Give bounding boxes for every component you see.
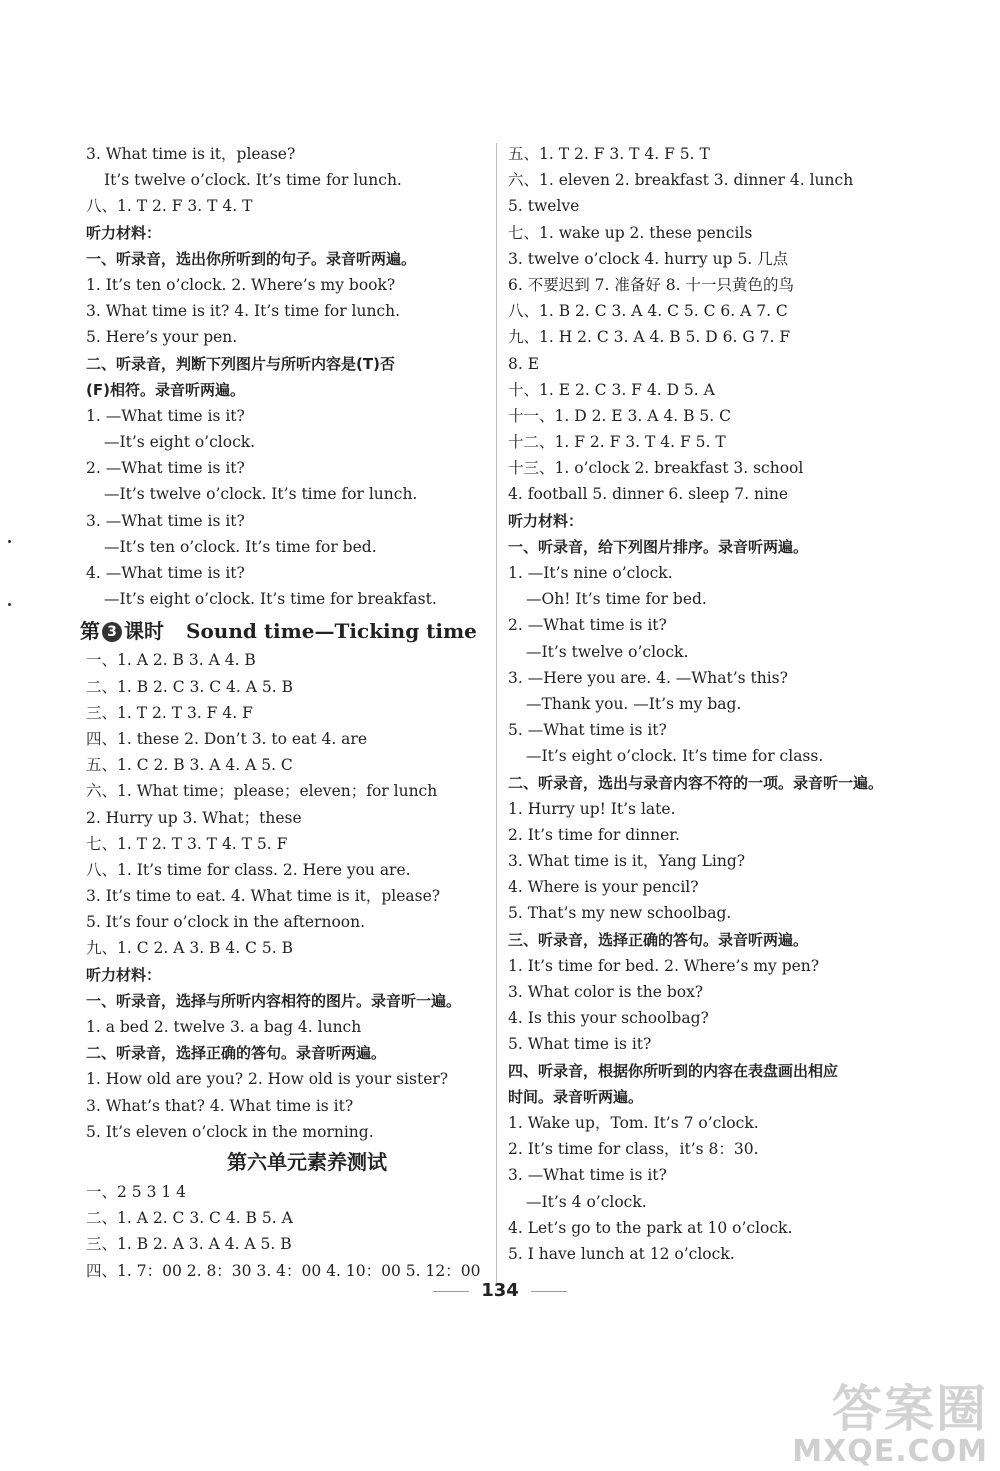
lesson-prefix: 第 bbox=[80, 619, 100, 644]
answer-line: 2. It’s time for class，it’s 8：30. bbox=[508, 1140, 759, 1159]
answer-line: 6. 不要迟到 7. 准备好 8. 十一只黄色的鸟 bbox=[508, 275, 795, 294]
answer-line: —It’s 4 o’clock. bbox=[526, 1192, 647, 1211]
answer-line: 1. —What time is it? bbox=[86, 406, 245, 425]
answer-line: —It’s twelve o’clock. It’s time for lunch. bbox=[104, 485, 418, 504]
answer-line: 八、1. It’s time for class. 2. Here you are. bbox=[86, 860, 411, 879]
answer-line: —It’s eight o’clock. It’s time for class. bbox=[526, 747, 824, 766]
lesson-heading bbox=[80, 614, 488, 648]
answer-line: 五、1. C 2. B 3. A 4. A 5. C bbox=[86, 756, 293, 775]
answer-line: 5. twelve bbox=[508, 197, 580, 216]
answer-line: 4. Is this your schoolbag? bbox=[508, 1009, 709, 1028]
answer-line: 1. It’s ten o’clock. 2. Where’s my book? bbox=[86, 275, 396, 294]
answer-line: 5. That’s my new schoolbag. bbox=[508, 904, 732, 923]
section-heading: 二、听录音，选出与录音内容不符的一项。录音听一遍。 bbox=[508, 773, 884, 792]
section-heading: 一、听录音，给下列图片排序。录音听两遍。 bbox=[508, 537, 809, 556]
column-divider bbox=[496, 143, 497, 1283]
answer-line: 六、1. eleven 2. breakfast 3. dinner 4. lunch bbox=[508, 171, 854, 190]
answer-line: 3. What color is the box? bbox=[508, 983, 704, 1001]
answer-line: 1. Wake up，Tom. It’s 7 o’clock. bbox=[508, 1113, 759, 1132]
answer-line: 5. It’s eleven o’clock in the morning. bbox=[86, 1122, 374, 1141]
answer-line: 三、1. B 2. A 3. A 4. A 5. B bbox=[86, 1235, 292, 1254]
section-heading: 一、听录音，选出你所听到的句子。录音听两遍。 bbox=[86, 249, 417, 268]
section-heading: 二、听录音，判断下列图片与所听内容是(T)否 bbox=[86, 354, 395, 373]
section-heading: 三、听录音，选择正确的答句。录音听两遍。 bbox=[508, 930, 809, 949]
answer-line: 六、1. What time；please；eleven；for lunch bbox=[86, 782, 438, 801]
watermark-url: MXQE.COM bbox=[792, 1434, 988, 1469]
answer-line: 3. twelve o’clock 4. hurry up 5. 几点 bbox=[508, 249, 789, 268]
answer-line: 1. —It’s nine o’clock. bbox=[508, 564, 673, 582]
answer-line: 3. What time is it，Yang Ling? bbox=[508, 852, 746, 871]
section-heading: 一、听录音，选择与所听内容相符的图片。录音听一遍。 bbox=[86, 991, 462, 1010]
answer-line: 七、1. T 2. T 3. T 4. T 5. F bbox=[86, 834, 288, 853]
answer-line: —It’s eight o’clock. It’s time for breakfast. bbox=[104, 590, 437, 609]
answer-line: 1. a bed 2. twelve 3. a bag 4. lunch bbox=[86, 1018, 362, 1036]
answer-line: —Thank you. —It’s my bag. bbox=[526, 694, 742, 713]
margin-dot bbox=[8, 540, 11, 543]
answer-line: 九、1. C 2. A 3. B 4. C 5. B bbox=[86, 939, 293, 958]
section-heading: 听力材料： bbox=[86, 223, 162, 242]
answer-line: —It’s twelve o’clock. bbox=[526, 642, 689, 661]
page-number: 134 bbox=[0, 1280, 1000, 1301]
answer-line: 七、1. wake up 2. these pencils bbox=[508, 223, 753, 242]
answer-line: —It’s ten o’clock. It’s time for bed. bbox=[104, 537, 377, 556]
answer-line: 八、1. T 2. F 3. T 4. T bbox=[86, 197, 253, 216]
answer-line: 十三、1. o’clock 2. breakfast 3. school bbox=[508, 459, 804, 478]
answer-line: 4. —What time is it? bbox=[86, 564, 245, 582]
answer-line: 5. I have lunch at 12 o’clock. bbox=[508, 1244, 735, 1263]
answer-line: 5. —What time is it? bbox=[508, 721, 667, 740]
answer-line: 5. It’s four o’clock in the afternoon. bbox=[86, 913, 366, 932]
answer-line: 1. It’s time for bed. 2. Where’s my pen? bbox=[508, 956, 820, 975]
answer-line: 九、1. H 2. C 3. A 4. B 5. D 6. G 7. F bbox=[508, 328, 791, 347]
answer-line: 2. Hurry up 3. What；these bbox=[86, 808, 302, 827]
answer-line: 2. It’s time for dinner. bbox=[508, 825, 680, 844]
lesson-number-badge: 3 bbox=[102, 622, 122, 642]
answer-line: 1. How old are you? 2. How old is your sister? bbox=[86, 1070, 449, 1089]
answer-line: 一、2 5 3 1 4 bbox=[86, 1182, 187, 1201]
answer-line: 3. It’s time to eat. 4. What time is it，please? bbox=[86, 887, 441, 906]
answer-line: 四、1. 7：00 2. 8：30 3. 4：00 4. 10：00 5. 12：00 bbox=[86, 1261, 481, 1280]
answer-line: 4. Where is your pencil? bbox=[508, 878, 699, 897]
left-column bbox=[80, 141, 488, 1284]
answer-line: —It’s eight o’clock. bbox=[104, 433, 256, 452]
answer-line: 3. —What time is it? bbox=[508, 1166, 667, 1185]
answer-line: 2. —What time is it? bbox=[86, 459, 245, 478]
margin-dot bbox=[8, 603, 11, 606]
answer-line: 十一、1. D 2. E 3. A 4. B 5. C bbox=[508, 406, 731, 425]
unit-test-title: 第六单元素养测试 bbox=[227, 1149, 387, 1174]
section-heading: 听力材料： bbox=[508, 511, 584, 530]
answer-line: 3. What time is it? 4. It’s time for lunch. bbox=[86, 302, 401, 321]
section-heading: 四、听录音，根据你所听到的内容在表盘画出相应 bbox=[508, 1061, 839, 1080]
watermark-text: 答案圈 bbox=[832, 1380, 988, 1438]
answer-line: 八、1. B 2. C 3. A 4. C 5. C 6. A 7. C bbox=[508, 302, 788, 321]
watermark-logo bbox=[792, 1381, 988, 1467]
lesson-title: Sound time—Ticking time bbox=[186, 619, 477, 644]
answer-line: 二、1. A 2. C 3. C 4. B 5. A bbox=[86, 1209, 293, 1228]
answer-line: 3. —What time is it? bbox=[86, 511, 245, 530]
answer-line: 3. What’s that? 4. What time is it? bbox=[86, 1096, 354, 1115]
section-heading: (F)相符。录音听两遍。 bbox=[86, 380, 245, 399]
answer-line: 8. E bbox=[508, 354, 540, 373]
answer-line: 5. Here’s your pen. bbox=[86, 328, 238, 347]
answer-line: 四、1. these 2. Don’t 3. to eat 4. are bbox=[86, 729, 368, 748]
answer-line: 3. What time is it，please? bbox=[86, 145, 296, 163]
answer-line: 一、1. A 2. B 3. A 4. B bbox=[86, 651, 256, 670]
answer-line: —Oh! It’s time for bed. bbox=[526, 590, 707, 609]
answer-line: 4. football 5. dinner 6. sleep 7. nine bbox=[508, 485, 789, 504]
section-heading: 时间。录音听两遍。 bbox=[508, 1087, 644, 1106]
answer-line: 十二、1. F 2. F 3. T 4. F 5. T bbox=[508, 433, 726, 452]
answer-line: 三、1. T 2. T 3. F 4. F bbox=[86, 703, 253, 722]
answer-line: 2. —What time is it? bbox=[508, 616, 667, 635]
answer-line: 五、1. T 2. F 3. T 4. F 5. T bbox=[508, 145, 710, 163]
answer-line: 1. Hurry up! It’s late. bbox=[508, 799, 676, 818]
lesson-suffix: 课时 bbox=[124, 619, 164, 644]
answer-line: 3. —Here you are. 4. —What’s this? bbox=[508, 668, 788, 687]
section-heading: 二、听录音，选择正确的答句。录音听两遍。 bbox=[86, 1044, 387, 1063]
answer-line: It’s twelve o’clock. It’s time for lunch. bbox=[104, 171, 402, 190]
answer-line: 十、1. E 2. C 3. F 4. D 5. A bbox=[508, 380, 715, 399]
answer-line: 二、1. B 2. C 3. C 4. A 5. B bbox=[86, 677, 293, 696]
right-column bbox=[508, 141, 908, 1267]
section-heading: 听力材料： bbox=[86, 965, 162, 984]
answer-line: 5. What time is it? bbox=[508, 1035, 652, 1054]
answer-line: 4. Let’s go to the park at 10 o’clock. bbox=[508, 1218, 793, 1237]
